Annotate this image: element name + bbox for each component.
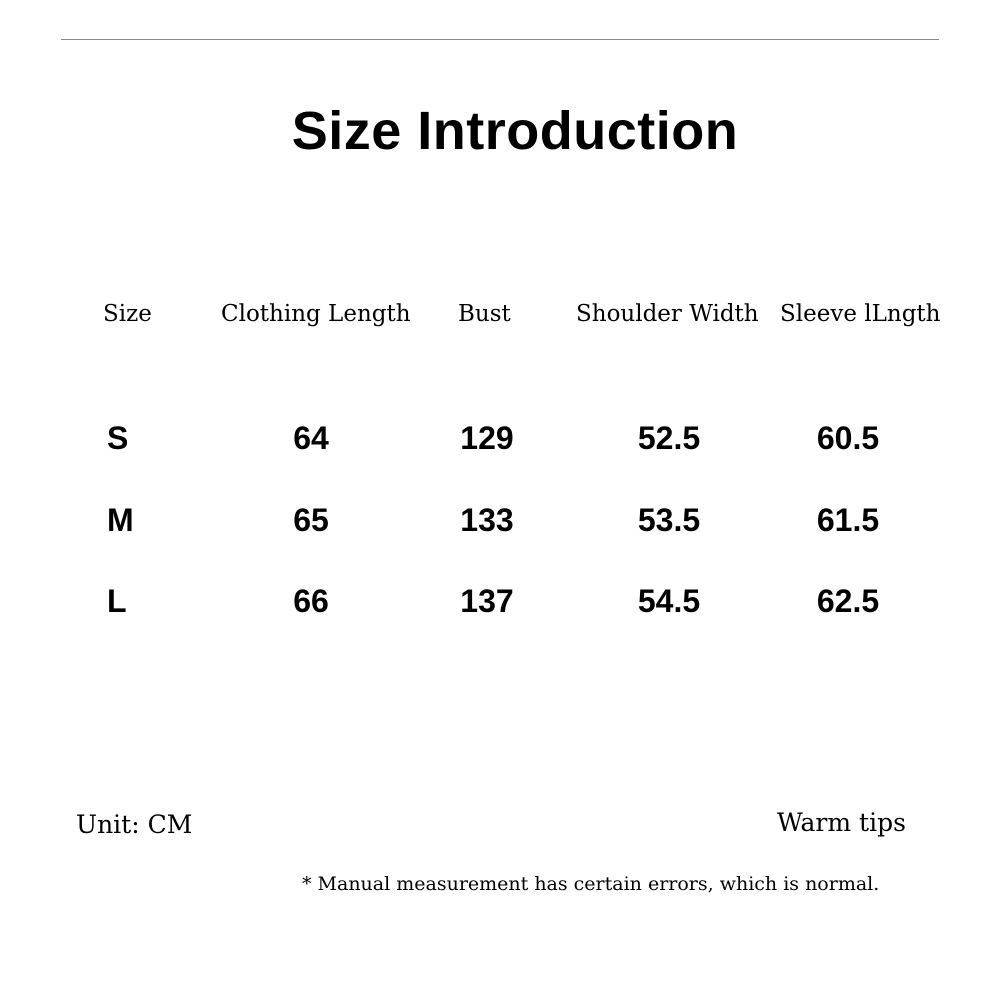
- clothing-length-cell: 66: [293, 583, 329, 619]
- page-title: Size Introduction: [291, 101, 739, 161]
- bust-cell: 129: [460, 420, 514, 456]
- measurement-note: * Manual measurement has certain errors, which is normal.: [302, 873, 880, 895]
- size-cell: S: [107, 420, 129, 456]
- sleeve-length-cell: 62.5: [816, 583, 880, 619]
- header-size: Size: [103, 301, 152, 327]
- clothing-length-cell: 65: [293, 502, 329, 538]
- bust-cell: 133: [460, 502, 514, 538]
- bust-cell: 137: [460, 583, 514, 619]
- shoulder-width-cell: 54.5: [637, 583, 701, 619]
- shoulder-width-cell: 53.5: [637, 502, 701, 538]
- warm-tips-heading: Warm tips: [777, 808, 906, 837]
- sleeve-length-cell: 61.5: [816, 502, 880, 538]
- shoulder-width-cell: 52.5: [637, 420, 701, 456]
- unit-label: Unit: CM: [76, 810, 193, 839]
- sleeve-length-cell: 60.5: [816, 420, 880, 456]
- header-sleeve-length: Sleeve lLngth: [780, 301, 941, 327]
- header-shoulder-width: Shoulder Width: [576, 301, 759, 327]
- size-cell: M: [107, 502, 134, 538]
- header-clothing-length: Clothing Length: [221, 301, 411, 327]
- top-divider: [61, 39, 939, 40]
- clothing-length-cell: 64: [293, 420, 329, 456]
- header-bust: Bust: [458, 301, 511, 327]
- size-cell: L: [107, 583, 127, 619]
